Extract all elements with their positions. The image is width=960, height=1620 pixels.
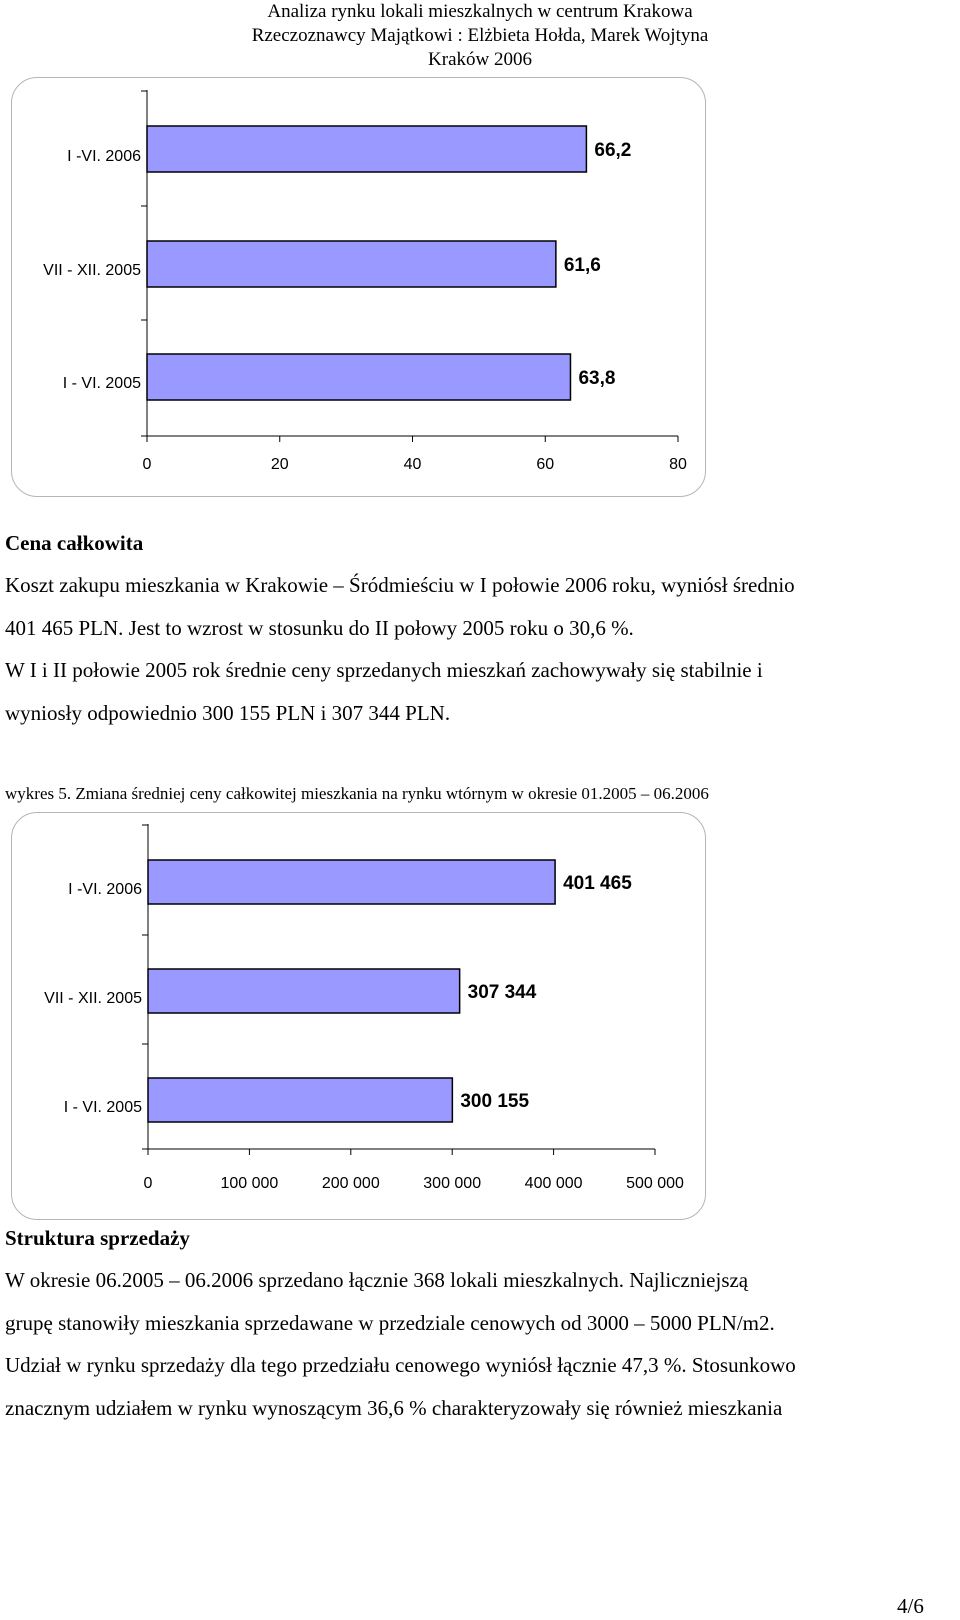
bar-value-label: 307 344 <box>467 982 537 1003</box>
header-authors: Rzeczoznawcy Majątkowi : Elżbieta Hołda, Marek Wojtyna <box>251 25 709 46</box>
x-tick-label: 80 <box>669 456 687 473</box>
paragraph-line: W I i II połowie 2005 rok średnie ceny sprzedanych mieszkań zachowywały się stabilnie i <box>5 658 763 682</box>
x-tick-label: 300 000 <box>423 1175 482 1192</box>
bar-value-label: 401 465 <box>563 873 632 894</box>
paragraph-line: wyniosły odpowiednio 300 155 PLN i 307 344 PLN. <box>5 701 451 725</box>
x-tick-label: 500 000 <box>626 1175 684 1192</box>
x-tick-label: 200 000 <box>321 1175 380 1192</box>
category-label: I - VI. 2005 <box>62 375 141 392</box>
paragraph-line: znacznym udziałem w rynku wynoszącym 36,6 % charakteryzowały się również mieszkania <box>5 1396 783 1420</box>
category-label: VII - XII. 2005 <box>43 262 141 279</box>
x-tick-label: 40 <box>403 456 422 473</box>
paragraph-line: grupę stanowiły mieszkania sprzedawane w przedziale cenowych od 3000 – 5000 PLN/m2. <box>5 1311 775 1335</box>
bar <box>148 860 555 904</box>
category-label: I -VI. 2006 <box>67 148 141 165</box>
page-number: 4/6 <box>897 1594 924 1618</box>
category-label: VII - XII. 2005 <box>44 990 142 1007</box>
x-tick-label: 100 000 <box>220 1175 279 1192</box>
x-tick-label: 0 <box>142 456 152 473</box>
bar-value-label: 300 155 <box>460 1091 530 1112</box>
section-heading-sales-structure: Struktura sprzedaży <box>5 1226 190 1250</box>
paragraph-line: W okresie 06.2005 – 06.2006 sprzedano łącznie 368 lokali mieszkalnych. Najliczniejszą <box>5 1268 749 1292</box>
paragraph-line: Koszt zakupu mieszkania w Krakowie – Śródmieściu w I połowie 2006 roku, wyniósł średnio <box>5 573 795 597</box>
x-tick-label: 0 <box>143 1175 153 1192</box>
paragraph-line: 401 465 PLN. Jest to wzrost w stosunku do II połowy 2005 roku o 30,6 %. <box>5 616 634 640</box>
header-title: Analiza rynku lokali mieszkalnych w centrum Krakowa <box>267 1 693 22</box>
chart-5-caption: wykres 5. Zmiana średniej ceny całkowitej mieszkania na rynku wtórnym w okresie 01.2005 – 06.2006 <box>5 784 709 803</box>
x-tick-label: 20 <box>270 456 289 473</box>
paragraph-line: Udział w rynku sprzedaży dla tego przedziału cenowego wyniósł łącznie 47,3 %. Stosunkowo <box>5 1353 796 1377</box>
x-tick-label: 400 000 <box>524 1175 583 1192</box>
category-label: I - VI. 2005 <box>63 1099 142 1116</box>
bar <box>148 969 460 1013</box>
x-tick-label: 60 <box>536 456 555 473</box>
header-place-year: Kraków 2006 <box>428 49 532 70</box>
section-heading-total-price: Cena całkowita <box>5 531 144 555</box>
bar <box>148 1078 452 1122</box>
bar-value-label: 61,6 <box>563 255 601 276</box>
category-label: I -VI. 2006 <box>68 881 142 898</box>
bar-value-label: 66,2 <box>594 140 632 161</box>
bar-value-label: 63,8 <box>578 368 616 389</box>
